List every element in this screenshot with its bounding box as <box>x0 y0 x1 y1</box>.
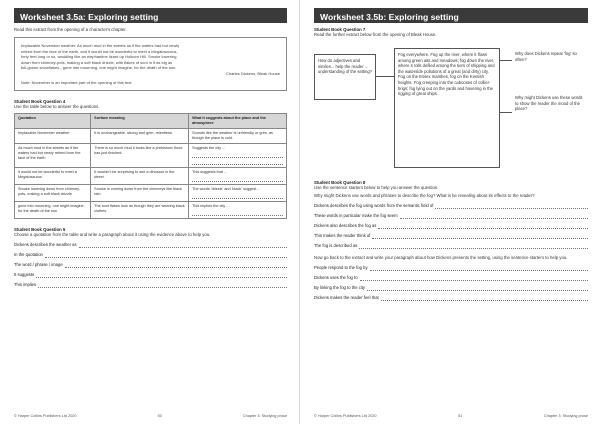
sentence-starter[interactable]: Dickens uses the fog to <box>314 275 588 281</box>
table-row <box>15 202 287 219</box>
fill-line[interactable]: This implies <box>14 282 287 288</box>
table-cell: Smoke lowering down from chimney-pots, making a soft black drizzle <box>15 185 91 202</box>
worksheet-title: Worksheet 3.5a: Exploring setting <box>14 8 287 23</box>
table-row <box>15 168 287 185</box>
extract-box <box>14 37 287 91</box>
worksheet-title: Worksheet 3.5b: Exploring setting <box>314 8 588 23</box>
extract-line: down from chimney-pots, making a soft black drizzle, with flakes of soot in it as big as <box>21 59 173 65</box>
table-cell: It wouldn't be surprising to see a dinosaur in the street. <box>91 168 189 185</box>
analysis-table <box>14 113 287 219</box>
table-cell: Smoke is coming down from the chimneys like black rain. <box>91 185 189 202</box>
table-cell: Implacable November weather <box>15 129 91 144</box>
chapter-label: Chapter 3: Studying prose <box>543 414 588 418</box>
copyright: © Harper Collins Publishers Ltd 2020 <box>14 414 77 418</box>
table-cell: There is so much mud it looks like a prehistoric flood has just finished. <box>91 144 189 168</box>
extract-line: full-grown snowflakes - gone into mourning, one might imagine, for the death of the sun. <box>21 65 177 71</box>
page-footer <box>314 414 588 418</box>
fill-line[interactable]: It suggests <box>14 272 287 278</box>
sentence-starter[interactable]: Dickens makes the reader feel that <box>314 295 588 301</box>
task-heading: Student Book Question 5 <box>14 227 66 233</box>
intro-text: Read this extract from the opening of a character's chapter. <box>14 27 127 32</box>
task-intro: Choose a quotation from the table and write a paragraph about it using the evidence above to help you. <box>14 232 211 238</box>
annotation-diagram <box>314 42 588 174</box>
fill-line[interactable]: In the quotation <box>14 252 287 258</box>
sentence-starter[interactable]: People respond to the fog by <box>314 265 588 271</box>
annotation-box: How do adjectives and similes... help the reader ... understanding of the setting? <box>314 54 376 100</box>
connector-arrow <box>500 112 512 113</box>
annotation-note: Why might Dickens use these words to show the reader the mood of the place? <box>512 92 588 142</box>
question-heading: Student Book Question 4 <box>14 99 66 105</box>
fill-line[interactable]: Dickens describes the weather as <box>14 242 287 248</box>
sentence-starter[interactable]: These words in particular make the fog seem <box>314 213 588 219</box>
extract-box: Fog everywhere. Fog up the river, where it flows among green aits and meadows; fog down the river, where it rolls defiled among the tiers of shipping and the waterside pollutions of a great (and dirty) city. Fog on the Essex marshes, fog on the Kentish heights. Fog creeping into the cabooses of collier-brigs; fog lying out on the yards and hovering in the rigging of great ships. <box>394 48 500 168</box>
question-intro: Read the further extract below from the opening of Bleak House. <box>314 32 437 37</box>
table-cell: Sounds like the weather is unfriendly or grim, as though the place is cold. <box>189 129 287 144</box>
final-prompt: Now go back to the extract and write your paragraph about how Dickens presents the setting, using the sentence starters to help you. <box>314 255 568 260</box>
table-cell[interactable]: This suggests that ... <box>189 168 287 185</box>
sentence-starter[interactable]: This makes the reader think of <box>314 233 588 239</box>
chapter-label: Chapter 3: Studying prose <box>242 414 287 418</box>
extract-line: Implacable November weather. As much mud in the streets as if the waters had but newly <box>21 43 180 48</box>
page-footer <box>14 414 287 418</box>
table-cell: it would not be wonderful to meet a Megalosaurus <box>15 168 91 185</box>
annotation-note: Why does Dickens repeat 'fog' so often? <box>512 48 588 80</box>
connector-arrow <box>500 60 512 61</box>
table-cell: gone into mourning, one might imagine, for the death of the sun <box>15 202 91 219</box>
table-row <box>15 144 287 168</box>
table-cell[interactable]: This implies the city ... <box>189 202 287 219</box>
sentence-starter[interactable]: The fog is described as <box>314 243 588 249</box>
table-row <box>15 129 287 144</box>
sentence-starter[interactable]: Dickens also describes the fog as <box>314 223 588 229</box>
page-number: 51 <box>458 414 463 418</box>
table-header-row <box>15 114 287 129</box>
extract-line: forty feet long or so, waddling like an elephantine lizard up Holborn Hill. Smoke lowering <box>21 54 177 60</box>
sentence-starter[interactable]: By linking the fog to the city <box>314 285 588 291</box>
table-row <box>15 185 287 202</box>
table-cell[interactable]: The words 'drizzle' and 'black' suggest ... <box>189 185 287 202</box>
question-intro: Use the table below to answer the questions. <box>14 104 100 110</box>
table-cell: It is unchangeable, strong and grim, relentless. <box>91 129 189 144</box>
table-cell: The soot flakes look as though they are wearing black clothes. <box>91 202 189 219</box>
question2-heading: Student Book Question 8 <box>314 180 366 185</box>
extract-note: Note: November is an important part of the opening of this text. <box>21 79 133 85</box>
right-page <box>300 0 600 424</box>
extract-source: Charles Dickens, Bleak House <box>225 70 280 76</box>
page-number: 50 <box>157 414 162 418</box>
sentence-starter[interactable]: Dickens describes the fog using words from the semantic field of <box>314 203 588 209</box>
table-header: Surface meaning <box>91 114 189 129</box>
table-header: What it suggests about the place and the atmosphere <box>189 114 287 129</box>
extract-line: retired from the face of the earth, and it would not be wonderful to meet a Megalosaurus, <box>21 48 178 54</box>
table-cell: As much mud in the streets as if the waters had but newly retired from the face of the earth <box>15 144 91 168</box>
question2-prompt: Why might Dickens use words and phrases to describe the fog? What is he revealing about its effects to the reader? <box>314 193 535 198</box>
connector-arrow <box>376 76 394 77</box>
question-heading: Student Book Question 7 <box>314 27 366 32</box>
copyright: © Harper Collins Publishers Ltd 2020 <box>314 414 377 418</box>
question2-intro: Use the sentence starters below to help you answer the question. <box>314 185 439 190</box>
table-header: Quotation <box>15 114 91 129</box>
table-cell[interactable]: Suggests the city ... <box>189 144 287 168</box>
fill-line[interactable]: The word / phrase / image <box>14 262 287 268</box>
